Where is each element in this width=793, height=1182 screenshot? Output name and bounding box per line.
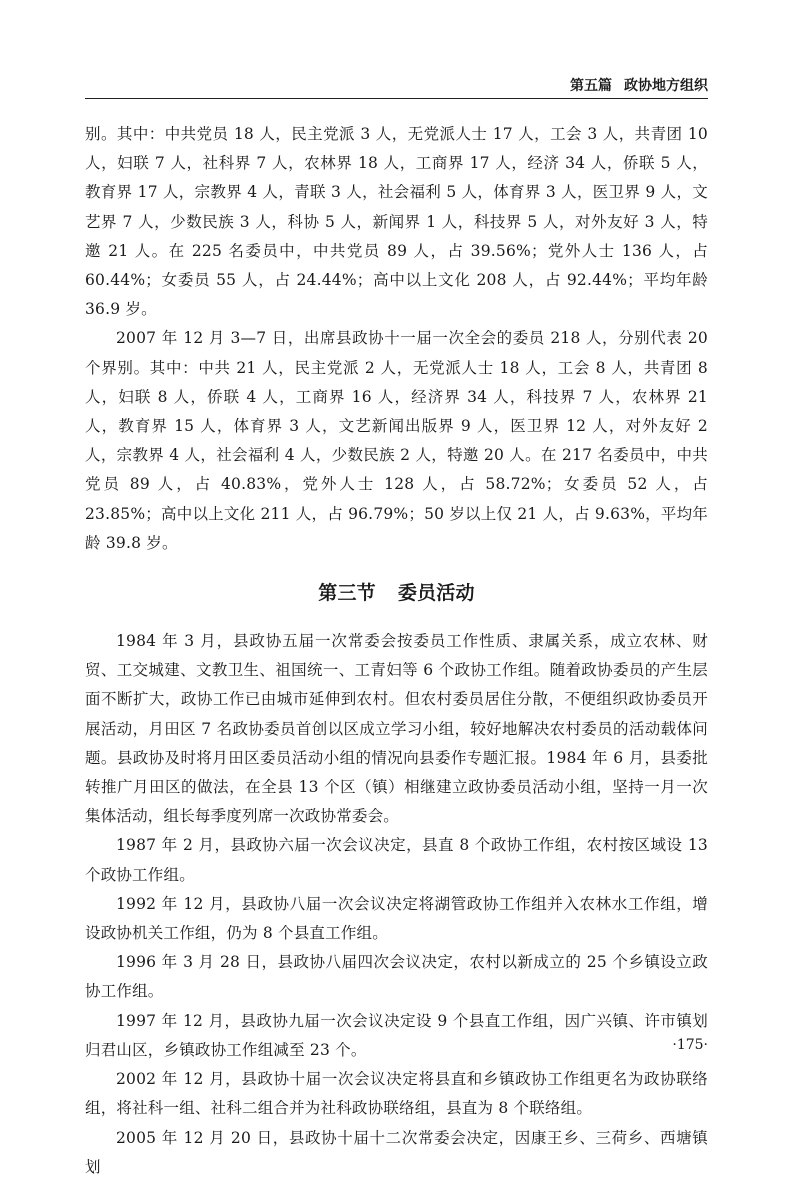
header-part: 第五篇 xyxy=(570,78,612,94)
running-header xyxy=(85,76,708,99)
page-number: ·175· xyxy=(672,1037,708,1053)
header-title: 政协地方组织 xyxy=(624,78,708,94)
body-paragraph: 1996 年 3 月 28 日，县政协八届四次会议决定，农村以新成立的 25 个乡镇设立政协工作组。 xyxy=(85,953,708,1001)
body-paragraph: 1987 年 2 月，县政协六届一次会议决定，县直 8 个政协工作组，农村按区域设 13 个政协工作组。 xyxy=(85,836,708,884)
body-paragraph: 1984 年 3 月，县政协五届一次常委会按委员工作性质、隶属关系，成立农林、财贸、工交城建、文教卫生、祖国统一、工青妇等 6 个政协工作组。随着政协委员的产生层面不断扩大，政协工作已由城市延伸到农村。但农村委员居住分散，不便组织政协委员开展活动，月田区 7 名政协委员首创以区成立学习小组，较好地解决农村委员的活动载体问题。县政协及时将月田区委员活动小组的情况向县委作专题汇报。1984 年 6 月，县委批转推广月田区的做法，在全县 13 个区（镇）相继建立政协委员活动小组，坚持一月一次集体活动，组长每季度列席一次政协常委会。 xyxy=(85,632,708,826)
body-paragraph: 2007 年 12 月 3—7 日，出席县政协十一届一次全会的委员 218 人，分别代表 20 个界别。其中：中共 21 人，民主党派 2 人，无党派人士 18 人，工会 8 人，共青团 8 人，妇联 8 人，侨联 4 人，工商界 16 人，经济界 34 人，科技界 7 人，农林界 21 人，教育界 15 人，体育界 3 人，文艺新闻出版界 9 人，医卫界 12 人，对外友好 2 人，宗教界 4 人，社会福利 4 人，少数民族 2 人，特邀 20 人。在 217 名委员中，中共党员 89 人，占 40.83%，党外人士 128 人，占 58.72%；女委员 52 人，占 23.85%；高中以上文化 211 人，占 96.79%；50 岁以上仅 21 人，占 9.63%，平均年龄 39.8 岁。 xyxy=(85,329,708,552)
body-paragraph: 2005 年 12 月 20 日，县政协十届十二次常委会决定，因康王乡、三荷乡、西塘镇划 xyxy=(85,1128,708,1176)
body-paragraph: 1992 年 12 月，县政协八届一次会议决定将湖管政协工作组并入农林水工作组，增设政协机关工作组，仍为 8 个县直工作组。 xyxy=(85,894,708,943)
section-number: 第三节 xyxy=(318,582,376,605)
body-paragraph: 2002 年 12 月，县政协十届一次会议决定将县直和乡镇政协工作组更名为政协联络组，将社科一组、社科二组合并为社科政协联络组，县直为 8 个联络组。 xyxy=(85,1070,708,1118)
section-heading xyxy=(85,578,708,608)
section-title: 委员活动 xyxy=(397,582,475,605)
body-paragraph: 别。其中：中共党员 18 人，民主党派 3 人，无党派人士 17 人，工会 3 人，共青团 10 人，妇联 7 人，社科界 7 人，农林界 18 人，工商界 17 人，经济 34 人，侨联 5 人，教育界 17 人，宗教界 4 人，青联 3 人，社会福利 5 人，体育界 3 人，医卫界 9 人，文艺界 7 人，少数民族 3 人，科协 5 人，新闻界 1 人，科技界 5 人，对外友好 3 人，特邀 21 人。在 225 名委员中，中共党员 89 人，占 39.56%；党外人士 136 人，占 60.44%；女委员 55 人，占 24.44%；高中以上文化 208 人，占 92.44%；平均年龄 36.9 岁。 xyxy=(85,125,708,319)
page-content xyxy=(85,120,708,1182)
body-paragraph: 1997 年 12 月，县政协九届一次会议决定设 9 个县直工作组，因广兴镇、许市镇划归君山区，乡镇政协工作组减至 23 个。 xyxy=(85,1011,708,1059)
